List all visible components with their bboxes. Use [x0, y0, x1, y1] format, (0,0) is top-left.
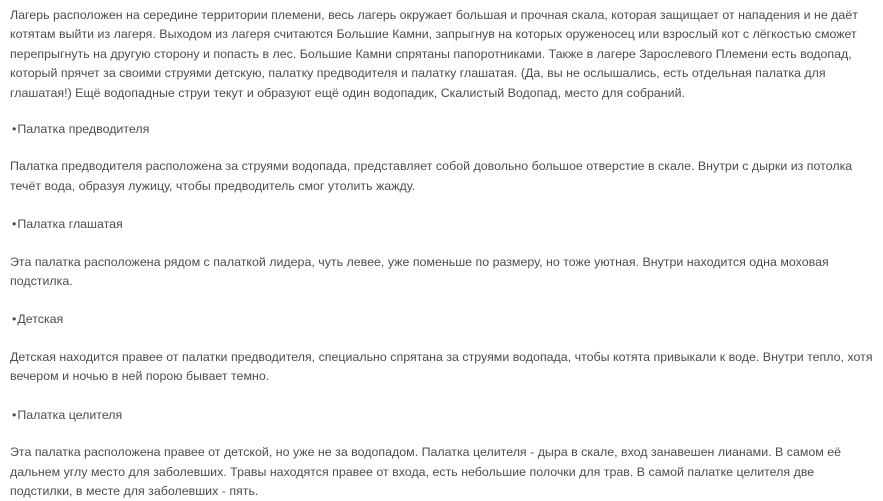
section-heading [10, 215, 873, 234]
bullet-icon: • [12, 122, 17, 137]
section-deputy-den [10, 215, 873, 291]
section-body: Эта палатка расположена правее от детской, но уже не за водопадом. Палатка целителя - дыра в скале, вход занавешен лианами. В самом её дальнем углу место для заболевших. Травы находятся правее от входа, есть небольшие полочки для трав. В самой палатке целителя две подстилки, в месте для заболевших - пять. [10, 445, 842, 498]
bullet-icon: • [12, 217, 17, 232]
bullet-icon: • [12, 312, 17, 327]
section-heading-label: Палатка глашатая [17, 217, 123, 232]
section-nursery [10, 310, 873, 386]
section-leader-den [10, 120, 873, 196]
section-heading [10, 310, 873, 329]
section-body: Палатка предводителя расположена за струями водопада, представляет собой довольно большое отверстие в скале. Внутри с дырки из потолка течёт вода, образуя лужицу, чтобы предводитель смог утолить жажду. [10, 159, 853, 193]
section-heading-label: Палатка предводителя [17, 122, 150, 137]
section-heading [10, 406, 873, 425]
section-heading-label: Палатка целителя [17, 407, 123, 422]
section-heading-label: Детская [17, 312, 64, 327]
section-body: Детская находится правее от палатки предводителя, специально спрятана за струями водопада, чтобы котята привыкали к воде. Внутри тепло, хотя вечером и ночью в ней порою бывает темно. [10, 349, 873, 384]
section-heading [10, 120, 873, 139]
intro-paragraph: Лагерь расположен на середине территории племени, весь лагерь окружает большая и прочная скала, которая защищает от нападения и не даёт котятам выйти из лагеря. Выходом из лагеря считаются Большие Камни, запрыгнув на которых оруженосец или взрослый кот с лёгкостью сможет перепрыгнуть на другую сторону и попасть в лес. Большие Камни спрятаны папоротниками. Также в лагере Зарослевого Племени есть водопад, который прячет за своими струями детскую, палатку предводителя и палатку глашатая. (Да, вы не ослышались, есть отдельная палатка для глашатая!) Ещё водопадные струи текут и образуют ещё один водопадик, Скалистый Водопад, место для собраний. [10, 8, 858, 100]
section-healer-den [10, 406, 873, 501]
bullet-icon: • [12, 407, 17, 422]
section-body: Эта палатка расположена рядом с палаткой лидера, чуть левее, уже поменьше по размеру, но тоже уютная. Внутри находится одна моховая подстилка. [10, 254, 829, 289]
